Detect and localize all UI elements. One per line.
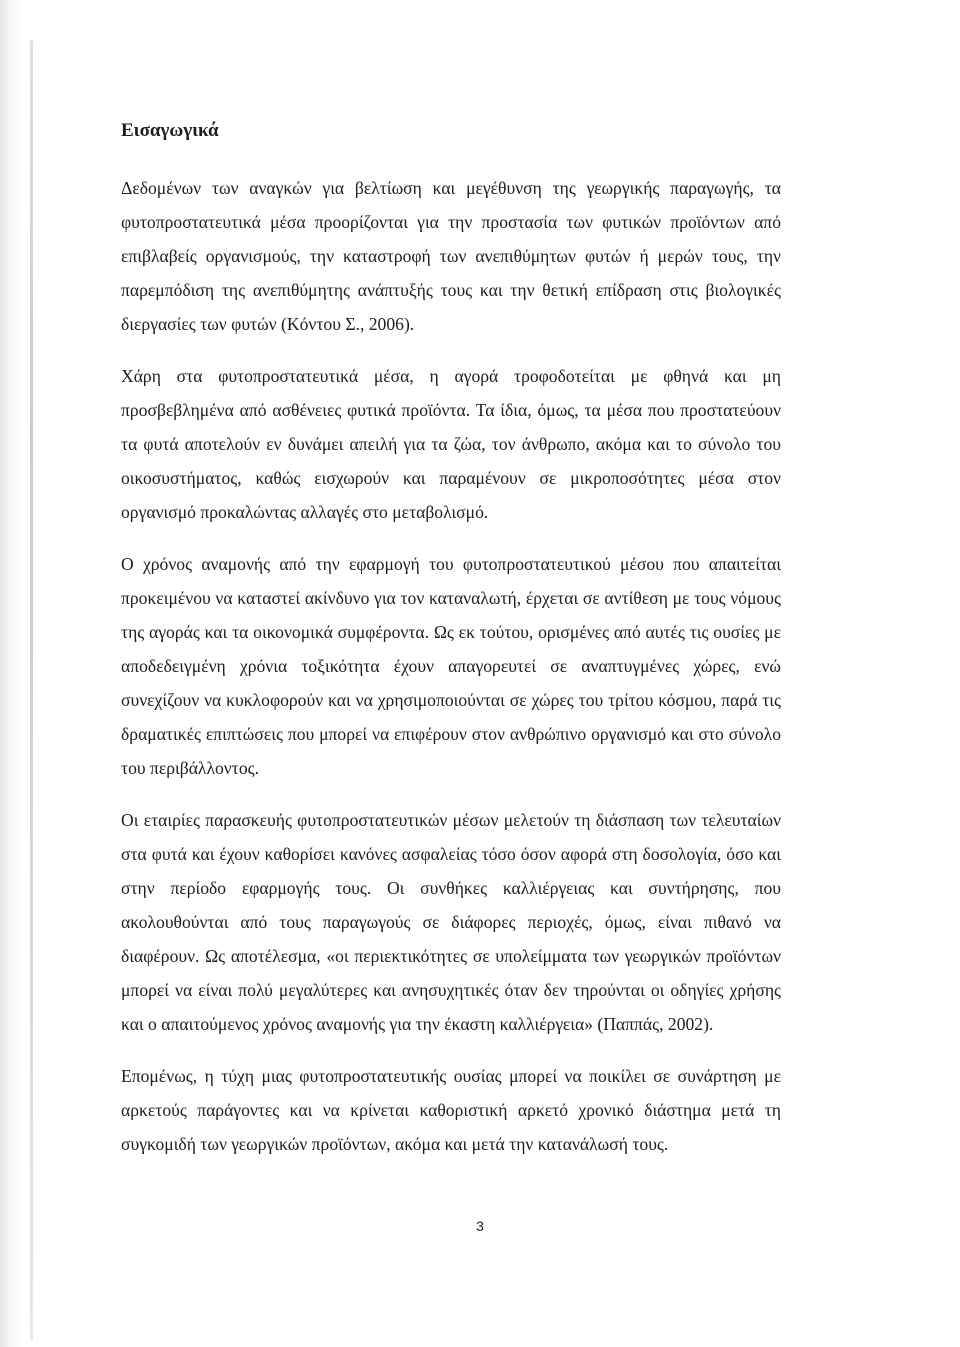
scan-edge-shadow <box>0 0 22 1347</box>
page-body <box>121 117 781 1179</box>
paragraph-1: Δεδομένων των αναγκών για βελτίωση και μεγέθυνση της γεωργικής παραγωγής, τα φυτοπροστατευτικά μέσα προορίζονται για την προστασία των φυτικών προϊόντων από επιβλαβείς οργανισμούς, την καταστροφή των ανεπιθύμητων φυτών ή μερών τους, την παρεμπόδιση της ανεπιθύμητης ανάπτυξής τους και την θετική επίδραση στις βιολογικές διεργασίες των φυτών (Κόντου Σ., 2006). <box>121 178 781 334</box>
section-heading: Εισαγωγικά <box>121 120 219 141</box>
paragraph-4: Οι εταιρίες παρασκευής φυτοπροστατευτικών μέσων μελετούν τη διάσπαση των τελευταίων στα φυτά και έχουν καθορίσει κανόνες ασφαλείας τόσο όσον αφορά στη δοσολογία, όσο και στην περίοδο εφαρμογής τους. Οι συνθήκες καλλιέργειας και συντήρησης, που ακολουθούνται από τους παραγωγούς σε διάφορες περιοχές, όμως, είναι πιθανό να διαφέρουν. Ως αποτέλεσμα, «οι περιεκτικότητες σε υπολείμματα των γεωργικών προϊόντων μπορεί να είναι πολύ μεγαλύτερες και ανησυχητικές όταν δεν τηρούνται οι οδηγίες χρήσης και ο απαιτούμενος χρόνος αναμονής για την έκαστη καλλιέργεια» (Παππάς, 2002). <box>121 810 781 1034</box>
paragraph-3: Ο χρόνος αναμονής από την εφαρμογή του φυτοπροστατευτικού μέσου που απαιτείται προκειμένου να καταστεί ακίνδυνο για τον καταναλωτή, έρχεται σε αντίθεση με τους νόμους της αγοράς και τα οικονομικά συμφέροντα. Ως εκ τούτου, ορισμένες από αυτές τις ουσίες με αποδεδειγμένη χρόνια τοξικότητα έχουν απαγορευτεί σε αναπτυγμένες χώρες, ενώ συνεχίζουν να κυκλοφορούν και να χρησιμοποιούνται σε χώρες του τρίτου κόσμου, παρά τις δραματικές επιπτώσεις που μπορεί να επιφέρουν στον ανθρώπινο οργανισμό και στο σύνολο του περιβάλλοντος. <box>121 554 781 778</box>
paragraph-5: Επομένως, η τύχη μιας φυτοπροστατευτικής ουσίας μπορεί να ποικίλει σε συνάρτηση με αρκετούς παράγοντες και να κρίνεται καθοριστική αρκετό χρονικό διάστημα μετά τη συγκομιδή των γεωργικών προϊόντων, ακόμα και μετά την κατανάλωσή τους. <box>121 1066 781 1154</box>
scan-margin-line <box>30 40 33 1340</box>
paragraph-2: Χάρη στα φυτοπροστατευτικά μέσα, η αγορά τροφοδοτείται με φθηνά και μη προσβεβλημένα από ασθένειες φυτικά προϊόντα. Τα ίδια, όμως, τα μέσα που προστατεύουν τα φυτά αποτελούν εν δυνάμει απειλή για τα ζώα, τον άνθρωπο, ακόμα και το σύνολο του οικοσυστήματος, καθώς εισχωρούν και παραμένουν σε μικροποσότητες μέσα στον οργανισμό προκαλώντας αλλαγές στο μεταβολισμό. <box>121 366 781 522</box>
page-number: 3 <box>476 1218 484 1234</box>
